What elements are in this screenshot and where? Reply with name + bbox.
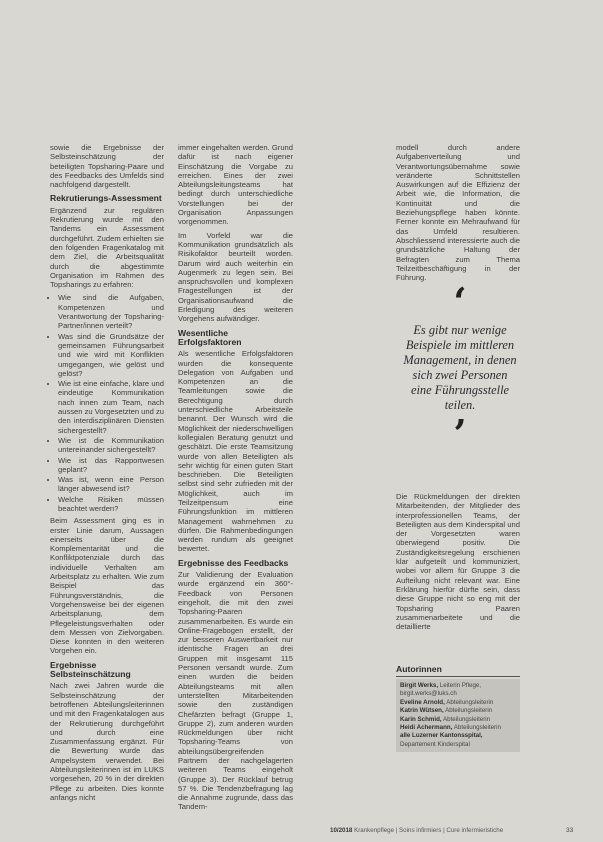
- list-item: • Wie ist das Rapportwesen geplant?: [58, 456, 164, 475]
- author-role: Abteilungsleiterin: [443, 715, 491, 723]
- pull-quote: [403, 279, 517, 456]
- heading-success-factors: Wesentliche Erfolgsfaktoren: [178, 327, 242, 347]
- author-entry: [400, 707, 516, 715]
- list-item: • Was sind die Grundsätze der gemeinsamen Führungsarbeit und wie wird mit Konflikten umgegangen, wie gelöst und gelöst?: [58, 332, 164, 378]
- author-name: Karin Schmid,: [400, 715, 442, 723]
- responses-paragraph: Die Rückmeldungen der direkten Mitarbeitenden, der Mitglieder des interprofessionellen Teams, der Beteiligten aus dem Kinderspital und der Vorgesetzten waren überwiegend positiv. Die Zuständigkeitsregelung erschienen klar aufgeteilt und kommuniziert, wobei vor allem für Gruppe 3 die Aufteilung nicht relevant war. Eine Erklärung hierfür dürfte sein, dass diese Gruppe nicht so eng mit der Topsharing Paaren zusammenarbeitete und die detaillierte: [396, 492, 520, 632]
- risk-paragraph: Im Vorfeld war die Kommunikation grundsätzlich als Risikofaktor beurteilt worden. Darum wird auch weiterhin ein Augenmerk zu legen sein. Bei anspruchsvollen und komplexen Fragestellungen ist der Organisationsaufwand die Erledigung des weiteren Vorgehens aufwändiger.: [178, 230, 293, 324]
- page-footer: [330, 827, 575, 834]
- author-entry: [400, 732, 516, 749]
- list-item: • Was ist, wenn eine Person länger abwesend ist?: [58, 475, 164, 494]
- list-item: • Wie ist eine einfache, klare und eindeutige Kommunikation nach innen zum Team, nach aussen zu Vorgesetzten und zu den interdisziplinären Diensten sichergestellt?: [58, 379, 164, 435]
- quote-text: Es gibt nur wenige Beispiele im mittleren Management, in denen sich zwei Personen eine Führungsstelle teilen.: [403, 323, 517, 412]
- author-entry: [400, 682, 516, 699]
- authors-heading: Autorinnen: [396, 664, 520, 677]
- author-name: alle Luzerner Kantonsspital,: [400, 732, 483, 740]
- success-factors-paragraph: Als wesentliche Erfolgsfaktoren wurden die konsequente Delegation von Aufgaben und Kompetenzen an die Teamleitungen sowie die Berechtigung durch unterschiedliche Arbeitsteile benannt. Der Wunsch wird die Möglichkeit der niederschwelligen kollegialen Beratung genutzt und geschätzt. Die erste Teamsitzung wurde von allen Beteiligten als sehr wichtig für einen guten Start beschrieben. Die Beteiligten selbst sind sehr zufrieden mit der Möglichkeit, auch im Teilzeitpensum eine Führungsfunktion im mittleren Management wahrnehmen zu dürfen. Die Rahmenbedingungen werden rundum als geeignet bewertet.: [178, 349, 293, 554]
- author-name: Eveline Arnold,: [400, 698, 445, 706]
- journal-name: Krankenpflege | Soins infirmiers | Cure infermieristiche: [354, 827, 504, 834]
- list-item: • Welche Risiken müssen beachtet werden?: [58, 495, 164, 514]
- text-column-2: [178, 143, 293, 816]
- text-column-3: [396, 143, 520, 286]
- author-name: Katrin Wütsen,: [400, 707, 444, 715]
- list-item: • Wie ist die Kommunikation untereinander sichergestellt?: [58, 436, 164, 455]
- heading-recruitment-assessment: Rekrutierungs-Assessment: [50, 193, 162, 204]
- quote-open-mark: ‘: [453, 279, 467, 324]
- author-entry: [400, 724, 516, 732]
- heading-self-assessment: Ergebnisse Selbsteinschätzung: [50, 659, 131, 680]
- list-item: • Wie sind die Aufgaben, Kompetenzen und Verantwortung der Topsharing-Partner/innen verteilt?: [58, 293, 164, 330]
- heading-feedback-results: Ergebnisse des Feedbacks: [178, 557, 289, 568]
- text-column-1: [50, 143, 164, 806]
- authors-box: [396, 664, 520, 752]
- text-column-3-lower: [396, 492, 520, 635]
- author-role: Leiterin Pflege, birgit.werks@luks.ch: [400, 682, 482, 698]
- author-entry: [400, 699, 516, 707]
- self-assessment-paragraph: Nach zwei Jahren wurde die Selbsteinschätzung der betroffenen Abteilungsleiterinnen und mit den Fragenkatalogen aus der Rekrutierung durchgeführt und durch eine Zusammenfassung ergänzt. Für die Bewertung wurde das Ampelsystem verwendet. Bei Abteilungsleiterinnen ist im LUKS vorgesehen, 20 % in der direkten Pflege zu arbeiten. Dies konnte anfangs nicht: [50, 681, 164, 802]
- author-role: Abteilungsleiterin: [446, 698, 494, 706]
- author-role: Abteilungsleiterin: [453, 724, 501, 732]
- issue-number: 10/2018: [330, 827, 353, 834]
- author-entry: [400, 716, 516, 724]
- model-paragraph: modell durch andere Aufgabenverteilung und Verantwortungsübernahme sowie veränderte Schnittstellen Auswirkungen auf die Effizienz der Arbeit wie, die Information, die Kontinuität und die Beziehungspflege haben könnte. Ferner konnte ein Mehraufwand für das Umfeld resultieren. Abschliessend interessierte auch die grundsätzliche Haltung der Befragten zum Thema Teilzeitbeschäftigung in der Führung.: [396, 143, 520, 283]
- authors-list: [396, 679, 520, 752]
- author-role: Departement Kinderspital: [400, 740, 470, 748]
- author-name: Heidi Achermann,: [400, 724, 453, 732]
- feedback-paragraph: Zur Validierung der Evaluation wurde ergänzend ein 360°-Feedback von Personen eingeholt, die mit den zwei Topsharing-Paaren zusammenarbeiten. Es wurde ein Online-Fragebogen erstellt, der zur besseren Auswertbarkeit nur identische Fragen an drei Gruppen mit insgesamt 115 Personen versandt wurde. Zum einen wurden die beiden Abteilungsteams mit allen unterstellten Mitarbeitenden sowie den zuständigen Chefärzten befragt (Gruppe 1, Gruppe 2), zum anderen wurden Rückmeldungen über nicht Topsharing-Teams von abteilungsübergreifenden Partnern der nachgelagerten weiteren Teams eingeholt (Gruppe 3). Der Rücklauf betrug 57 %. Die Tendenzbefragung lag die Annahme zugrunde, dass das Tandem-: [178, 570, 293, 812]
- assessment-paragraph: Beim Assessment ging es in erster Linie darum, Aussagen einerseits über die Komplementarität und die Konfliktpotenziale durch das individuelle Verhalten am Arbeitsplatz zu erhalten. Wie zum Beispiel das Führungsverständnis, die Vorgehensweise bei der eigenen Arbeitsplanung, dem Pflegeleistungsverhalten oder dem Messen von Zielvorgaben. Diese konnten in den weiteren Vorgehen ein.: [50, 516, 164, 656]
- author-role: Abteilungsleiterin: [445, 707, 493, 715]
- quote-close-mark: ’: [453, 411, 467, 456]
- intro-paragraph: sowie die Ergebnisse der Selbsteinschätzung der beteiligten Topsharing-Paare und des Feedbacks des Umfelds sind nachfolgend dargestellt.: [50, 143, 164, 190]
- question-list: [50, 293, 164, 513]
- author-name: Birgit Werks,: [400, 682, 439, 689]
- continuation-paragraph: immer eingehalten werden. Grund dafür ist nach eigener Einschätzung die Vorgabe zu erreichen. Eines der zwei Abteilungsleitungsteams hat bedingt durch unterschiedliche Vorstellungen bei der Organisation Anpassungen vorgenommen.: [178, 143, 293, 227]
- page-number: 33: [566, 827, 574, 834]
- recruitment-paragraph: Ergänzend zur regulären Rekrutierung wurde mit den Tandems ein Assessment durchgeführt. Zudem erhielten sie den folgenden Fragenkatalog mit dem Ziel, die Arbeitsqualität durch die abgestimmte Organisation im Rahmen des Topsharings zu erfahren:: [50, 205, 164, 290]
